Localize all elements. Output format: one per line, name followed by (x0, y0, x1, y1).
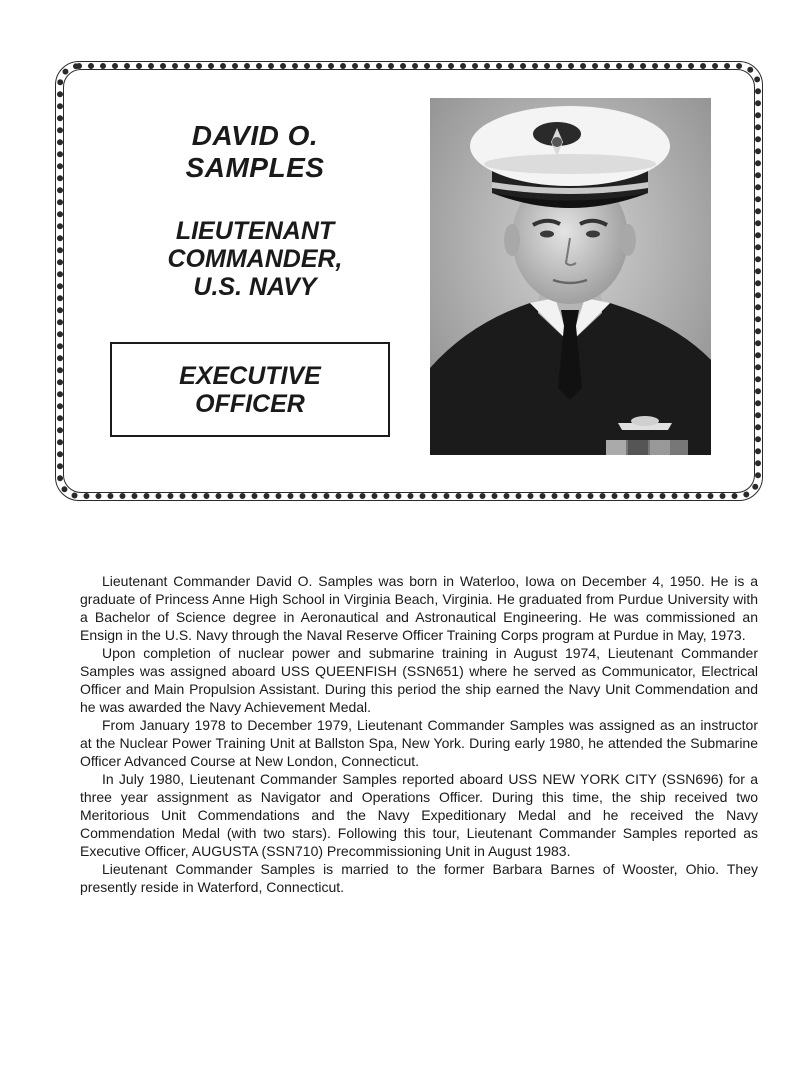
biography-paragraph-2: Upon completion of nuclear power and submarine training in August 1974, Lieutenant Commander Samples was assigned aboard USS QUEENFISH (SSN651) where he served as Communicator, Electrical Officer and Main Propulsion Assistant. During this period the ship earned the Navy Unit Commendation and he was awarded the Navy Achievement Medal. (80, 645, 758, 715)
biography-paragraph-1: Lieutenant Commander David O. Samples was born in Waterloo, Iowa on December 4, 1950. He is a graduate of Princess Anne High School in Virginia Beach, Virginia. He graduated from Purdue University with a Bachelor of Science degree in Aeronautical and Astronautical Engineering. He was commissioned an Ensign in the U.S. Navy through the Naval Reserve Officer Training Corps program at Purdue in May, 1973. (80, 573, 758, 643)
biography-paragraph-4: In July 1980, Lieutenant Commander Samples reported aboard USS NEW YORK CITY (SSN696) for a three year assignment as Navigator and Operations Officer. During this time, the ship received two Meritorious Unit Commendations and the Navy Expeditionary Medal and he received the Navy Commendation Medal (with two stars). Following this tour, Lieutenant Commander Samples reported as Executive Officer, AUGUSTA (SSN710) Precommissioning Unit in August 1983. (80, 771, 758, 859)
position-title (179, 362, 321, 418)
position-line-2: OFFICER (195, 389, 305, 418)
name-line-1: DAVID O. (191, 120, 319, 151)
rank-line-3: U.S. NAVY (193, 273, 317, 301)
position-title-box (110, 342, 390, 437)
biography-paragraph-3: From January 1978 to December 1979, Lieutenant Commander Samples was assigned as an instructor at the Nuclear Power Training Unit at Ballston Spa, New York. During early 1980, he attended the Submarine Officer Advanced Course at New London, Connecticut. (80, 717, 758, 769)
officer-portrait-photo (430, 98, 711, 455)
portrait-illustration (430, 98, 711, 455)
officer-rank (110, 217, 400, 301)
biography-paragraph-5: Lieutenant Commander Samples is married to the former Barbara Barnes of Wooster, Ohio. They presently reside in Waterford, Connecticut. (80, 861, 758, 895)
rank-line-1: LIEUTENANT (175, 217, 335, 245)
rank-line-2: COMMANDER, (167, 245, 343, 273)
officer-name (110, 120, 400, 184)
biography-text (80, 572, 758, 896)
position-line-1: EXECUTIVE (179, 361, 321, 390)
name-line-2: SAMPLES (185, 152, 325, 183)
